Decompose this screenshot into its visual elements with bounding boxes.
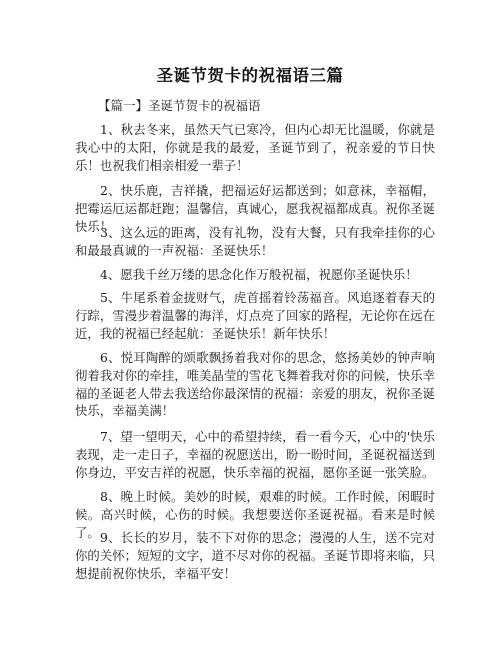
document-title: 圣诞节贺卡的祝福语三篇	[156, 66, 344, 85]
blessing-paragraph-2: 2、快乐鹿，吉祥撬，把福运好运都送到；如意袜，幸福帽，把霉运厄运都赶跑；温馨信，真诚心，愿我祝福都成真。祝你圣诞快乐！	[75, 183, 435, 234]
blessing-paragraph-7: 7、望一望明天，心中的希望持续，看一看今天，心中的'快乐表现，走一走日子，幸福的祝愿送出，盼一盼时间，圣诞祝福送到你身边，平安吉祥的祝愿，快乐幸福的祝福，愿你圣诞一张笑脸。	[75, 429, 435, 480]
blessing-paragraph-1: 1、秋去冬来，虽然天气已寒冷，但内心却无比温暖，你就是我心中的太阳，你就是我的最爱，圣诞节到了，祝亲爱的节日快乐！也祝我们相亲相爱一辈子！	[75, 122, 435, 173]
blessing-paragraph-5: 5、牛尾系着金拢财气，虎首摇着铃荡福音。风追逐着春天的行踪，雪漫步着温馨的海洋，灯点亮了回家的路程，无论你在远在近，我的祝福已经起航：圣诞快乐！新年快乐！	[75, 290, 435, 341]
blessing-paragraph-9: 9、长长的岁月，装不下对你的思念；漫漫的人生，送不完对你的关怀；短短的文字，道不尽对你的祝福。圣诞节即将来临，只想提前祝你快乐，幸福平安！	[75, 530, 435, 581]
blessing-paragraph-3: 3、这么远的距离，没有礼物，没有大餐，只有我牵挂你的心和最最真诚的一声祝福：圣诞快乐！	[75, 225, 435, 258]
blessing-paragraph-6: 6、悦耳陶醉的颂歌飘扬着我对你的思念，悠扬美妙的钟声响彻着我对你的牵挂，唯美晶莹的雪花飞舞着我对你的问候，快乐幸福的圣诞老人带去我送给你最深情的祝福：亲爱的朋友，祝你圣诞快乐，幸福美满！	[75, 350, 435, 419]
section-heading: 【篇一】圣诞节贺卡的祝福语	[98, 98, 261, 113]
blessing-paragraph-4: 4、愿我千丝万缕的思念化作万般祝福，祝愿你圣诞快乐！	[100, 267, 418, 282]
blessing-paragraph-8: 8、晚上时候。美妙的时候，艰难的时候。工作时候，闲暇时候。高兴时候，心伤的时候。我想要送你圣诞祝福。看来是时候了。	[75, 489, 435, 540]
